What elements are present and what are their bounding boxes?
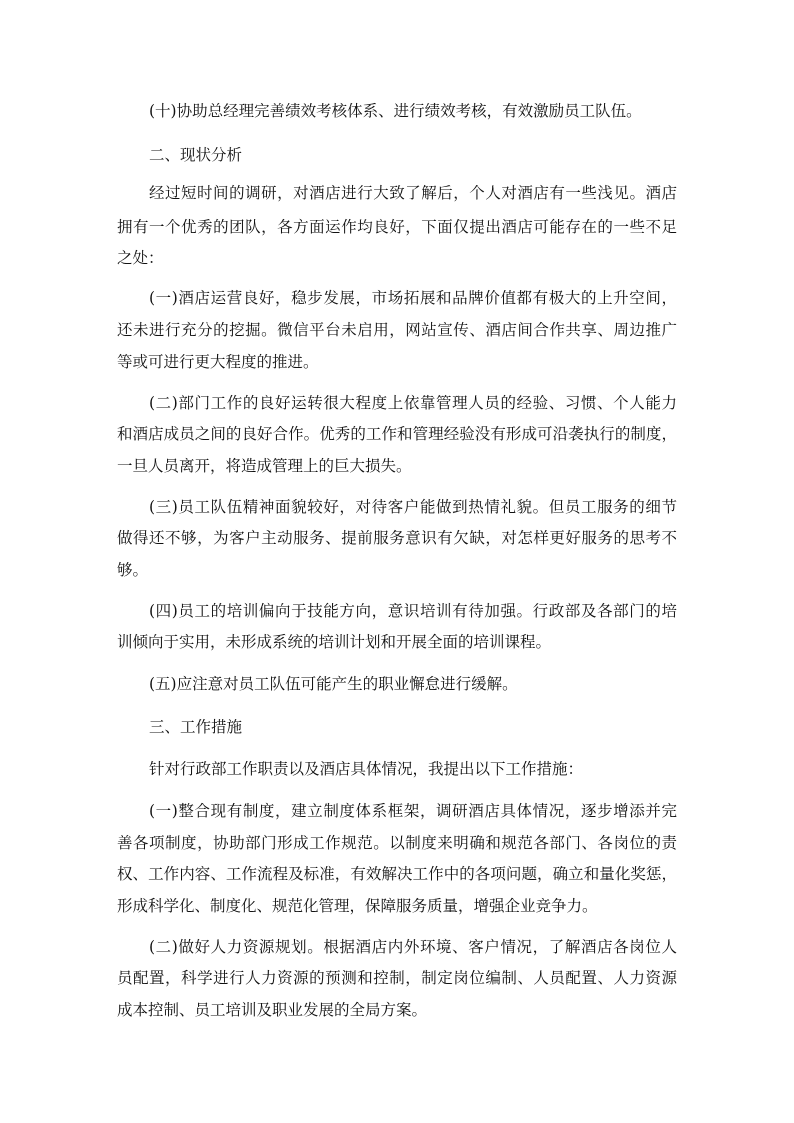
paragraph-line: (四)员工的培训偏向于技能方向，意识培训有待加强。行政部及各部门的培 bbox=[149, 602, 677, 620]
paragraph-line: 成本控制、员工培训及职业发展的全局方案。 bbox=[117, 1001, 428, 1019]
paragraph-line: 做得还不够，为客户主动服务、提前服务意识有欠缺，对怎样更好服务的思考不 bbox=[117, 529, 677, 547]
paragraph-line: 够。 bbox=[117, 561, 149, 579]
paragraph-line: 训倾向于实用，未形成系统的培训计划和开展全面的培训课程。 bbox=[117, 633, 552, 651]
paragraph-line: 一旦人员离开，将造成管理上的巨大损失。 bbox=[117, 457, 412, 475]
paragraph-line: 和酒店成员之间的良好合作。优秀的工作和管理经验没有形成可沿袭执行的制度， bbox=[117, 425, 677, 443]
paragraph-line: (一)整合现有制度，建立制度体系框架，调研酒店具体情况，逐步增添并完 bbox=[149, 802, 677, 820]
paragraph-line: (五)应注意对员工队伍可能产生的职业懈怠进行缓解。 bbox=[149, 675, 518, 693]
paragraph-line: (三)员工队伍精神面貌较好，对待客户能做到热情礼貌。但员工服务的细节 bbox=[149, 498, 677, 516]
section-heading: 二、现状分析 bbox=[149, 146, 243, 164]
paragraph-line: 员配置，科学进行人力资源的预测和控制，制定岗位编制、人员配置、人力资源 bbox=[117, 969, 677, 987]
paragraph-line: 还未进行充分的挖掘。微信平台未启用，网站宣传、酒店间合作共享、周边推广 bbox=[117, 321, 677, 339]
paragraph-line: 形成科学化、制度化、规范化管理，保障服务质量，增强企业竞争力。 bbox=[117, 897, 598, 915]
paragraph-line: 权、工作内容、工作流程及标准，有效解决工作中的各项问题，确立和量化奖惩， bbox=[117, 865, 677, 883]
paragraph-line: 拥有一个优秀的团队，各方面运作均良好，下面仅提出酒店可能存在的一些不足 bbox=[117, 218, 677, 236]
paragraph-line: 经过短时间的调研，对酒店进行大致了解后，个人对酒店有一些浅见。酒店 bbox=[149, 184, 677, 202]
paragraph-line: 善各项制度，协助部门形成工作规范。以制度来明确和规范各部门、各岗位的责 bbox=[117, 834, 677, 852]
paragraph-line: 针对行政部工作职责以及酒店具体情况，我提出以下工作措施： bbox=[149, 760, 584, 778]
paragraph-line: (二)做好人力资源规划。根据酒店内外环境、客户情况，了解酒店各岗位人 bbox=[149, 938, 677, 956]
paragraph-line: (一)酒店运营良好，稳步发展，市场拓展和品牌价值都有极大的上升空间， bbox=[149, 289, 677, 307]
paragraph-line: (二)部门工作的良好运转很大程度上依靠管理人员的经验、习惯、个人能力 bbox=[149, 394, 677, 412]
paragraph-line: 之处： bbox=[117, 249, 164, 267]
paragraph-line: (十)协助总经理完善绩效考核体系、进行绩效考核，有效激励员工队伍。 bbox=[149, 102, 642, 120]
section-heading: 三、工作措施 bbox=[149, 718, 243, 736]
paragraph-line: 等或可进行更大程度的推进。 bbox=[117, 353, 319, 371]
